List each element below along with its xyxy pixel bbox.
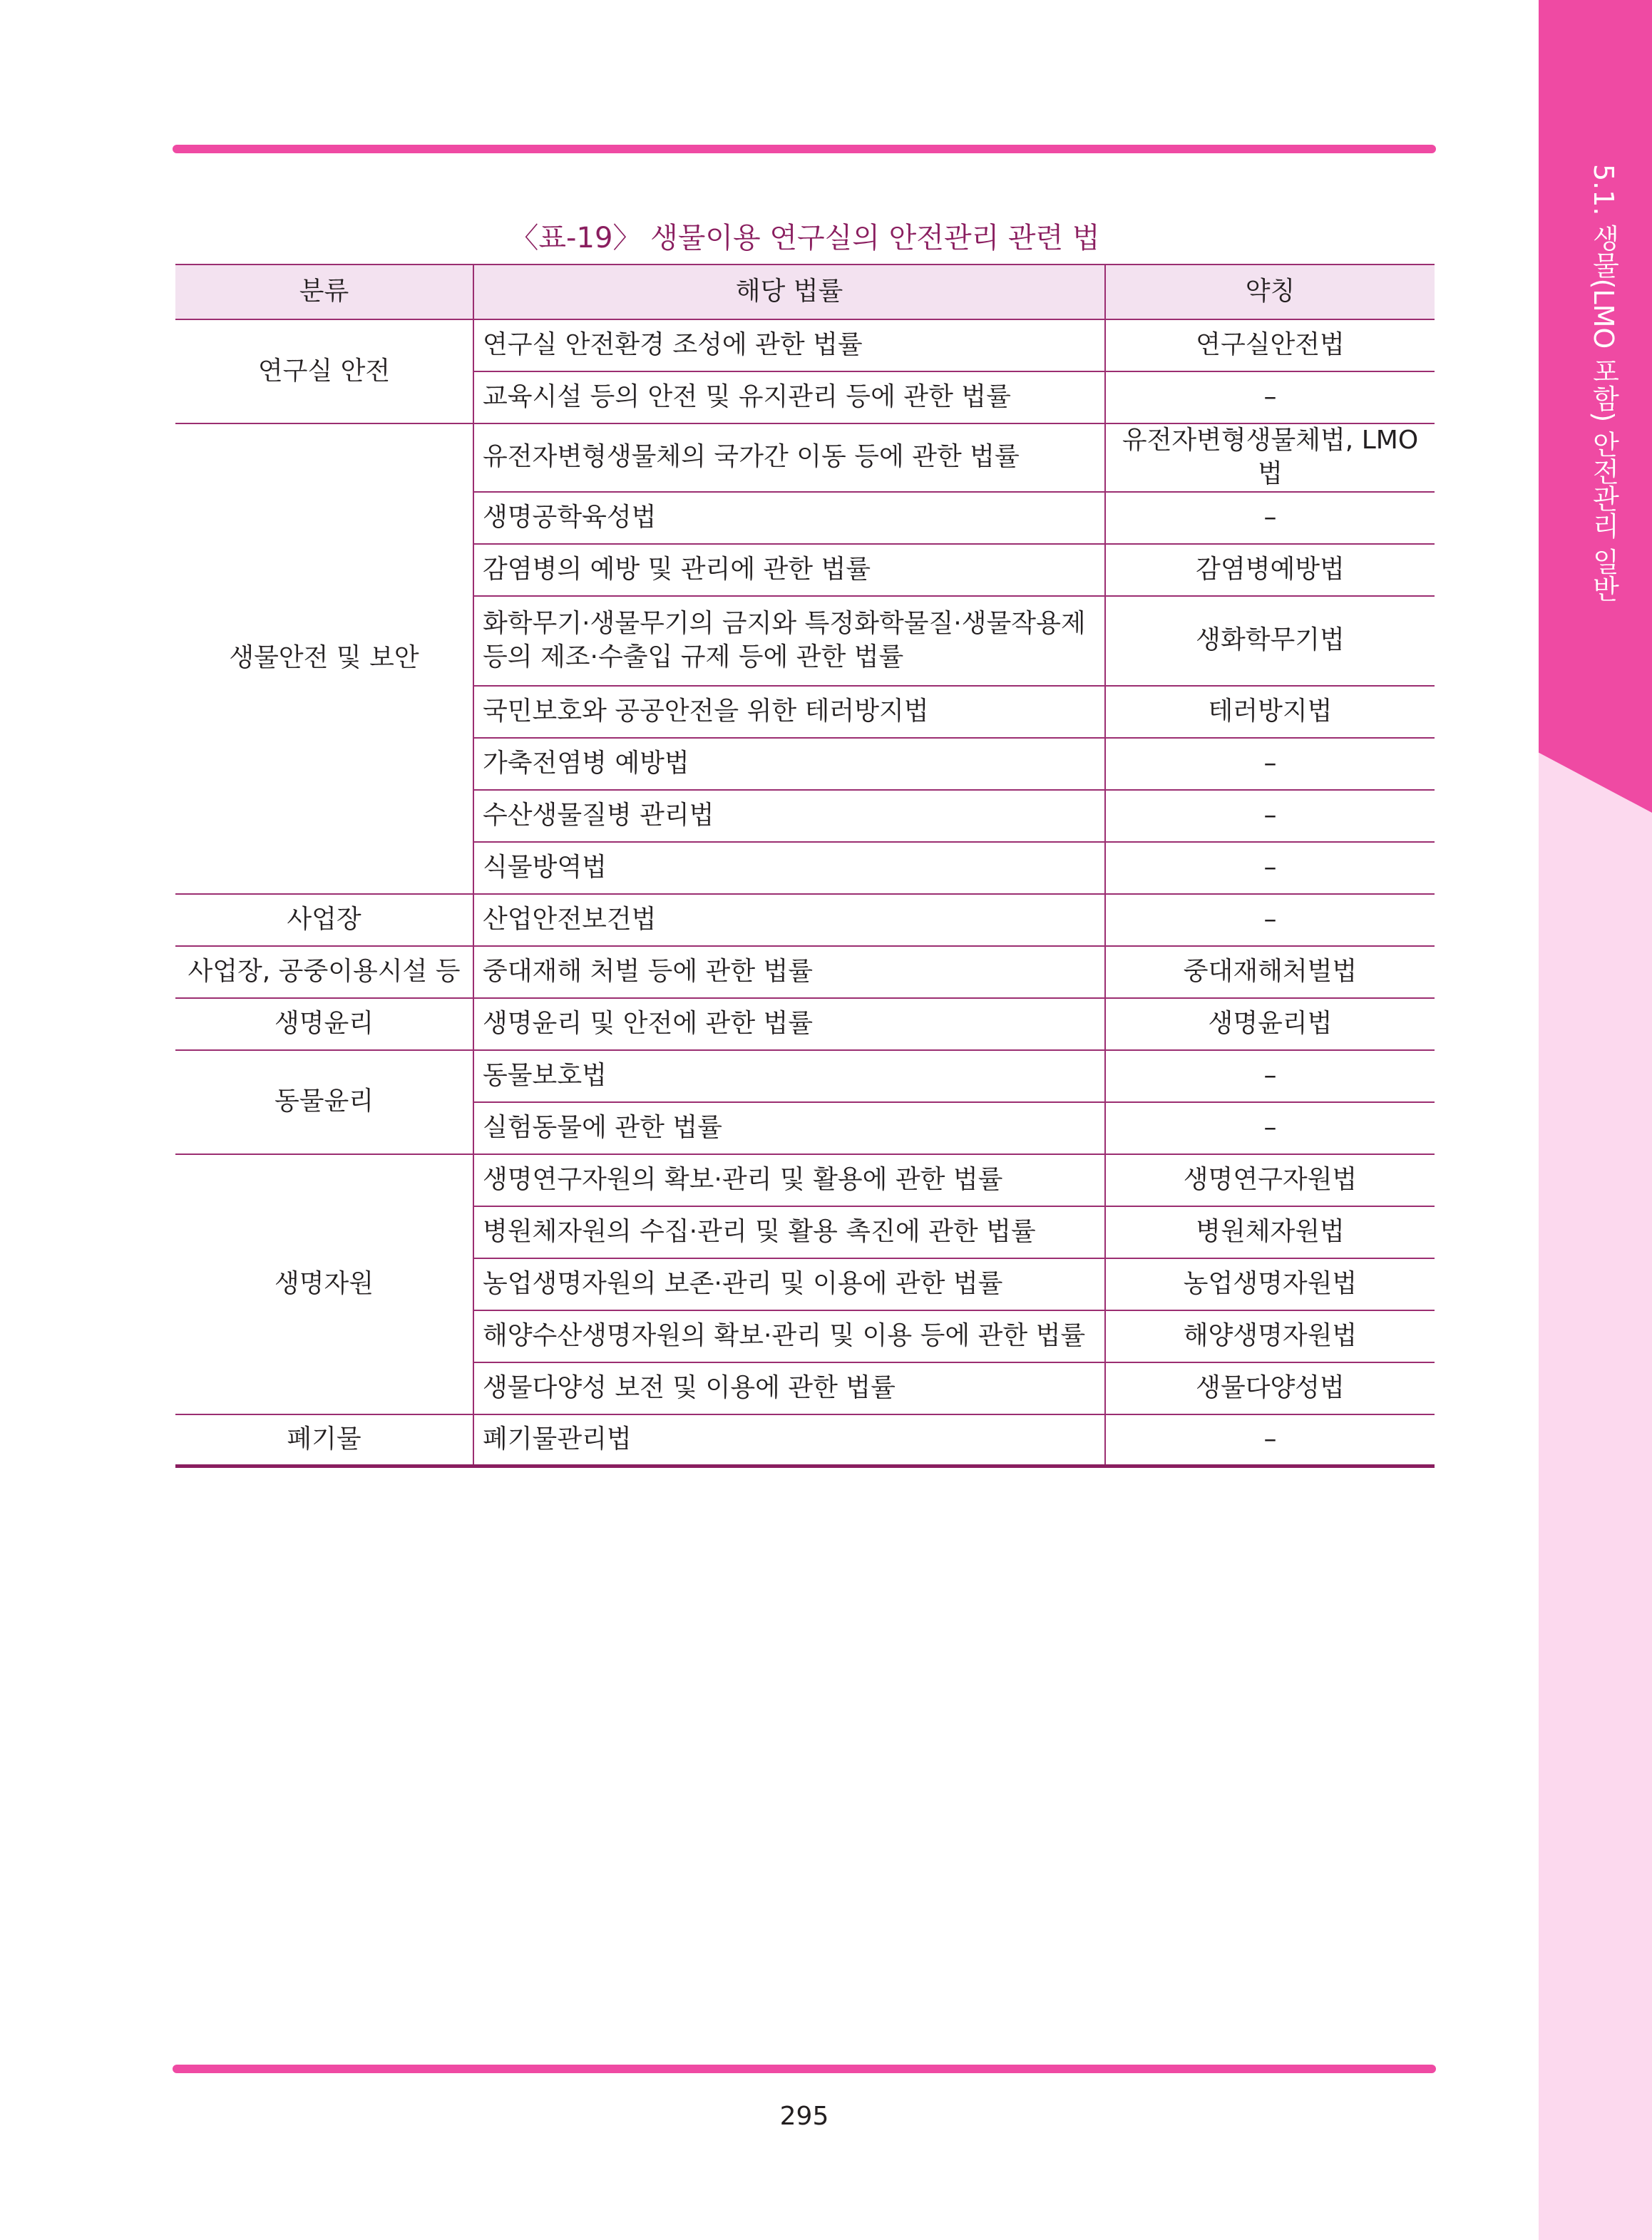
abbreviation-cell: 생화학무기법 bbox=[1105, 596, 1435, 686]
law-cell: 생명연구자원의 확보·관리 및 활용에 관한 법률 bbox=[473, 1154, 1105, 1206]
category-cell: 생명자원 bbox=[175, 1154, 473, 1414]
abbreviation-cell: 생물다양성법 bbox=[1105, 1362, 1435, 1414]
table-header-row bbox=[175, 264, 1435, 319]
law-cell: 수산생물질병 관리법 bbox=[473, 790, 1105, 842]
law-cell: 생명공학육성법 bbox=[473, 492, 1105, 544]
abbreviation-cell: – bbox=[1105, 1050, 1435, 1102]
law-cell: 유전자변형생물체의 국가간 이동 등에 관한 법률 bbox=[473, 423, 1105, 492]
laws-table bbox=[175, 264, 1435, 1468]
abbreviation-cell: 생명윤리법 bbox=[1105, 998, 1435, 1050]
page-number: 295 bbox=[779, 2102, 829, 2131]
abbreviation-cell: – bbox=[1105, 894, 1435, 946]
abbreviation-cell: – bbox=[1105, 738, 1435, 790]
top-rule bbox=[173, 145, 1436, 153]
abbreviation-cell: 해양생명자원법 bbox=[1105, 1310, 1435, 1362]
law-cell: 중대재해 처벌 등에 관한 법률 bbox=[473, 946, 1105, 998]
law-cell: 폐기물관리법 bbox=[473, 1414, 1105, 1466]
category-cell: 사업장 bbox=[175, 894, 473, 946]
header-abbreviation: 약칭 bbox=[1105, 264, 1435, 319]
law-cell: 연구실 안전환경 조성에 관한 법률 bbox=[473, 319, 1105, 371]
table-row bbox=[175, 1050, 1435, 1102]
category-cell: 생물안전 및 보안 bbox=[175, 423, 473, 894]
abbreviation-cell: – bbox=[1105, 371, 1435, 423]
abbreviation-cell: – bbox=[1105, 1102, 1435, 1154]
abbreviation-cell: 농업생명자원법 bbox=[1105, 1258, 1435, 1310]
category-cell: 연구실 안전 bbox=[175, 319, 473, 423]
abbreviation-cell: – bbox=[1105, 790, 1435, 842]
table-row bbox=[175, 1414, 1435, 1466]
abbreviation-cell: 생명연구자원법 bbox=[1105, 1154, 1435, 1206]
law-cell: 병원체자원의 수집·관리 및 활용 촉진에 관한 법률 bbox=[473, 1206, 1105, 1258]
table-row bbox=[175, 1154, 1435, 1206]
abbreviation-cell: 테러방지법 bbox=[1105, 686, 1435, 738]
category-cell: 생명윤리 bbox=[175, 998, 473, 1050]
chapter-title: 5.1. 생물(LMO 포함) 안전관리 일반 bbox=[1588, 164, 1619, 602]
abbreviation-cell: – bbox=[1105, 492, 1435, 544]
law-cell: 산업안전보건법 bbox=[473, 894, 1105, 946]
header-category: 분류 bbox=[175, 264, 473, 319]
table-row bbox=[175, 894, 1435, 946]
abbreviation-cell: – bbox=[1105, 842, 1435, 894]
law-cell: 교육시설 등의 안전 및 유지관리 등에 관한 법률 bbox=[473, 371, 1105, 423]
table-row bbox=[175, 946, 1435, 998]
abbreviation-cell: 병원체자원법 bbox=[1105, 1206, 1435, 1258]
table-row bbox=[175, 319, 1435, 371]
category-cell: 동물윤리 bbox=[175, 1050, 473, 1154]
abbreviation-cell: 연구실안전법 bbox=[1105, 319, 1435, 371]
category-cell: 사업장, 공중이용시설 등 bbox=[175, 946, 473, 998]
law-cell: 국민보호와 공공안전을 위한 테러방지법 bbox=[473, 686, 1105, 738]
law-cell: 해양수산생명자원의 확보·관리 및 이용 등에 관한 법률 bbox=[473, 1310, 1105, 1362]
abbreviation-cell: – bbox=[1105, 1414, 1435, 1466]
bottom-rule bbox=[173, 2065, 1436, 2073]
law-cell: 가축전염병 예방법 bbox=[473, 738, 1105, 790]
table-body bbox=[175, 319, 1435, 1466]
category-cell: 폐기물 bbox=[175, 1414, 473, 1466]
abbreviation-cell: 중대재해처벌법 bbox=[1105, 946, 1435, 998]
law-cell: 감염병의 예방 및 관리에 관한 법률 bbox=[473, 544, 1105, 596]
law-cell: 농업생명자원의 보존·관리 및 이용에 관한 법률 bbox=[473, 1258, 1105, 1310]
law-cell: 실험동물에 관한 법률 bbox=[473, 1102, 1105, 1154]
table-row bbox=[175, 998, 1435, 1050]
law-cell: 생명윤리 및 안전에 관한 법률 bbox=[473, 998, 1105, 1050]
table-row bbox=[175, 423, 1435, 492]
law-cell: 식물방역법 bbox=[473, 842, 1105, 894]
table-caption: 〈표-19〉 생물이용 연구실의 안전관리 관련 법 bbox=[510, 222, 1100, 255]
law-cell: 동물보호법 bbox=[473, 1050, 1105, 1102]
law-cell: 생물다양성 보전 및 이용에 관한 법률 bbox=[473, 1362, 1105, 1414]
abbreviation-cell: 감염병예방법 bbox=[1105, 544, 1435, 596]
abbreviation-cell: 유전자변형생물체법, LMO법 bbox=[1105, 423, 1435, 492]
law-cell: 화학무기·생물무기의 금지와 특정화학물질·생물작용제 등의 제조·수출입 규제 등에 관한 법률 bbox=[473, 596, 1105, 686]
header-law: 해당 법률 bbox=[473, 264, 1105, 319]
